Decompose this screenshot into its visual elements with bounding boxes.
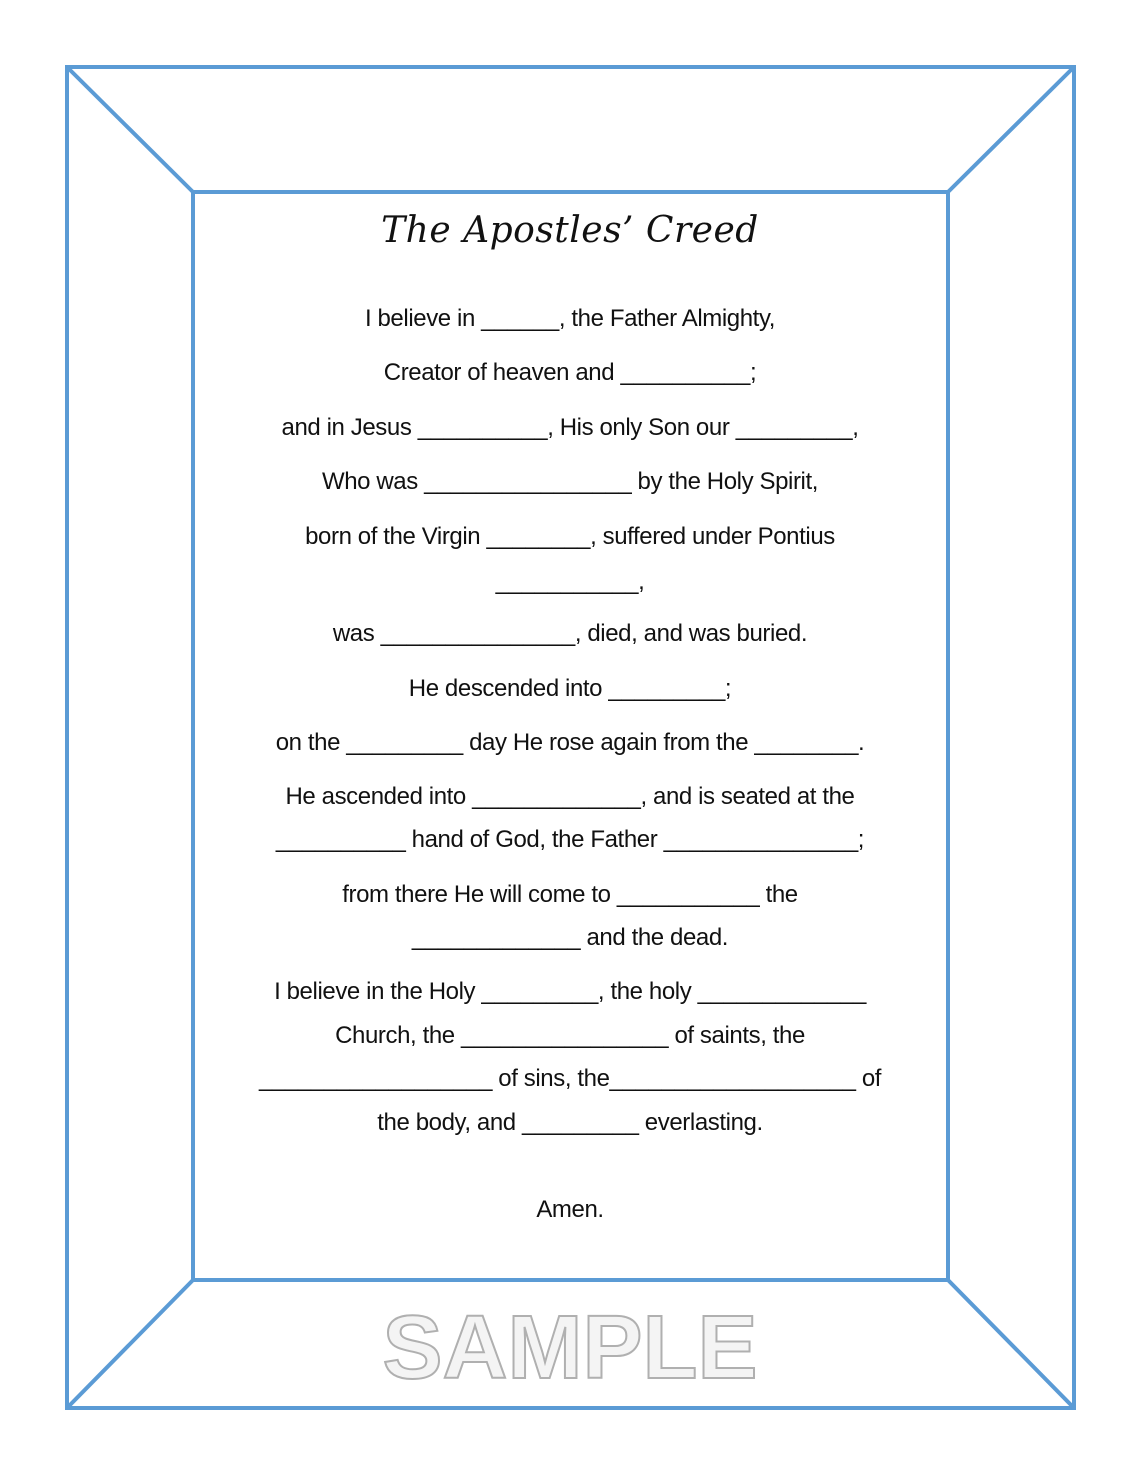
frame-corner-line xyxy=(948,67,1074,192)
document-title: The Apostles’ Creed xyxy=(381,210,759,251)
creed-line: I believe in ______, the Father Almighty, xyxy=(364,305,776,332)
frame-corner-line xyxy=(948,1280,1074,1408)
creed-line: born of the Virgin ________, suffered under Pontius xyxy=(305,523,835,550)
creed-line: and in Jesus __________, His only Son our _________, xyxy=(281,414,859,441)
creed-line: Creator of heaven and __________; xyxy=(383,359,757,386)
creed-line: ___________, xyxy=(495,568,645,595)
watermark-text: SAMPLE xyxy=(382,1298,758,1398)
creed-line: __________ hand of God, the Father _______________; xyxy=(275,826,865,853)
creed-line: __________________ of sins, the___________________ of xyxy=(258,1065,882,1092)
creed-line: Church, the ________________ of saints, the xyxy=(335,1022,805,1049)
creed-line: from there He will come to ___________ the xyxy=(342,881,798,908)
creed-line: He ascended into _____________, and is seated at the xyxy=(285,783,855,810)
frame-corner-line xyxy=(67,1280,193,1408)
creed-line: Who was ________________ by the Holy Spirit, xyxy=(321,468,819,495)
creed-line: was _______________, died, and was buried. xyxy=(332,620,808,647)
creed-line: _____________ and the dead. xyxy=(411,924,729,951)
creed-line: I believe in the Holy _________, the holy _____________ xyxy=(274,978,866,1005)
creed-line: He descended into _________; xyxy=(408,675,732,702)
creed-line: the body, and _________ everlasting. xyxy=(377,1109,763,1136)
frame-corner-line xyxy=(67,67,193,192)
creed-line: on the _________ day He rose again from the ________. xyxy=(275,729,865,756)
closing-amen: Amen. xyxy=(536,1196,604,1223)
